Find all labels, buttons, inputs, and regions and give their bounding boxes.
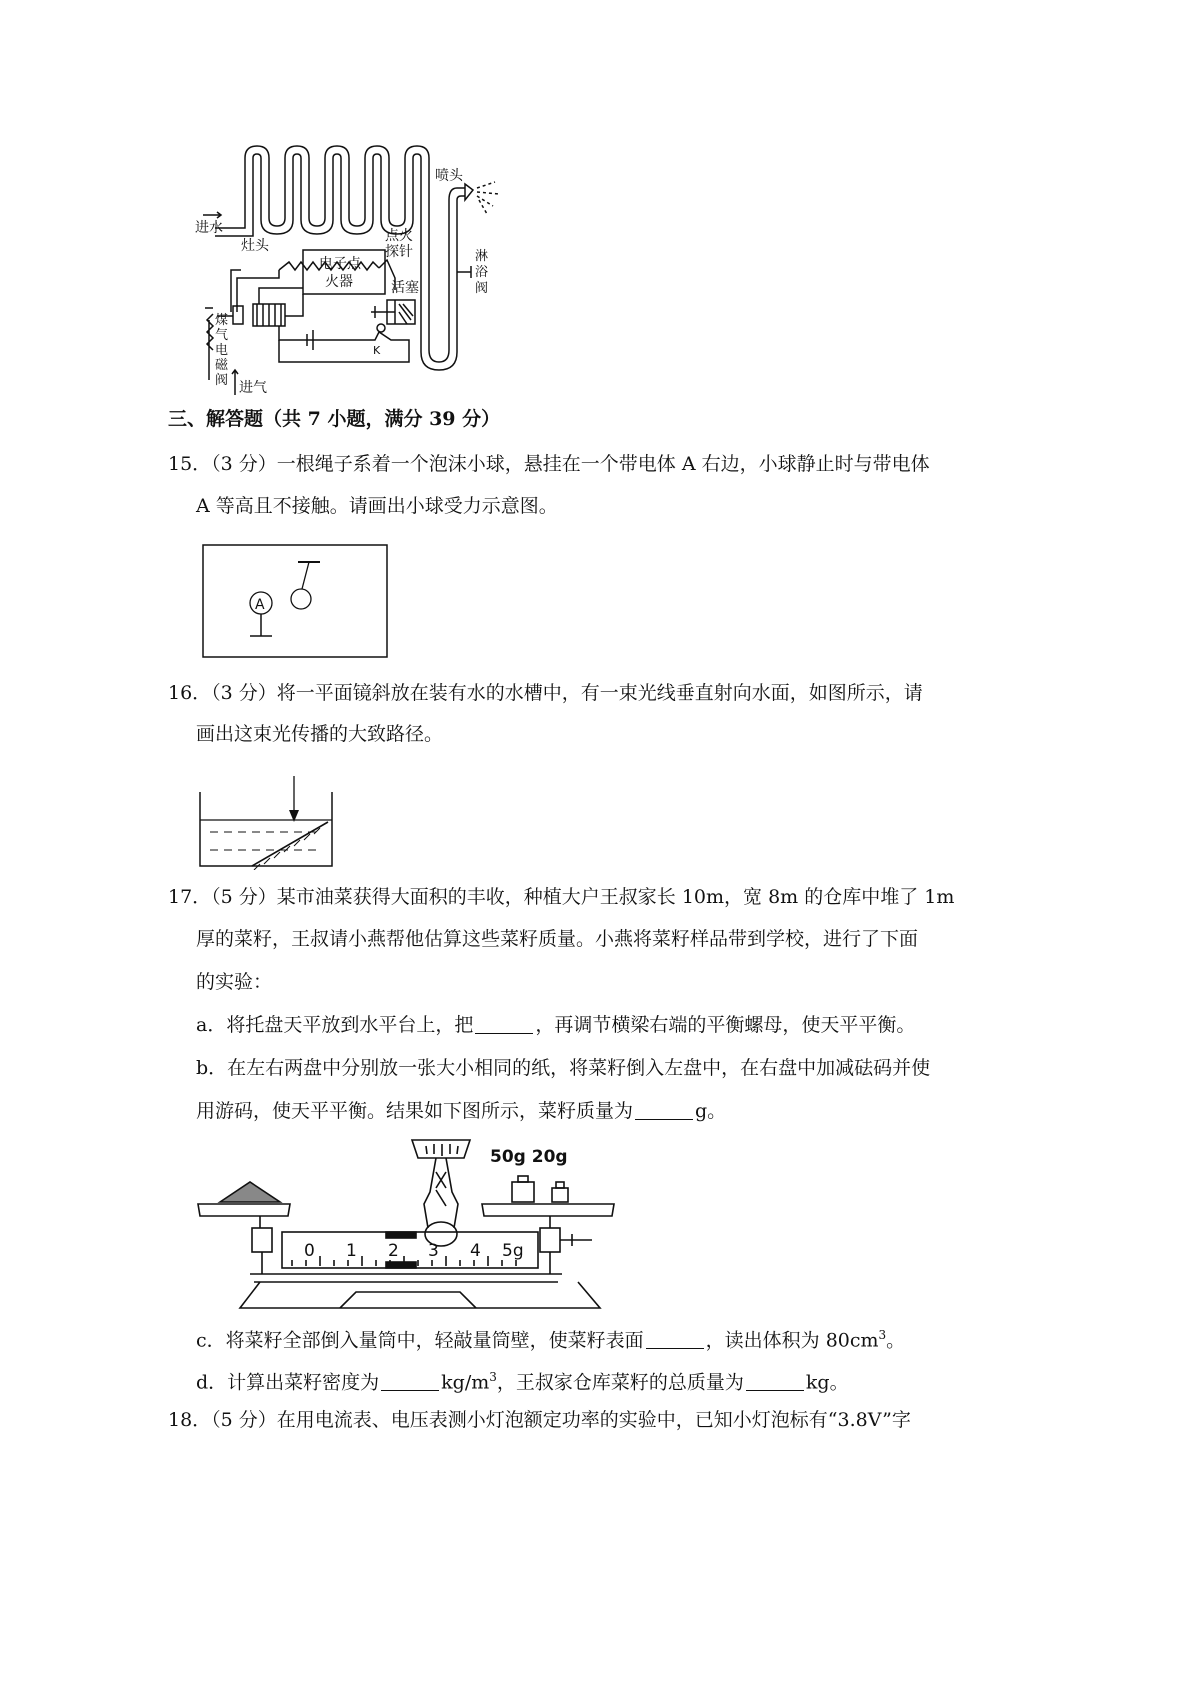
weight-50g [512,1182,534,1202]
label-gas-valve-2: 气 [215,328,229,343]
q17-line-3: 的实验： [196,971,273,993]
q17-step-d-unit: kg/m [441,1371,490,1394]
q15-figure-frame [203,545,387,657]
q17-step-a [196,1011,915,1039]
label-igniter-1: 电子点 [319,256,361,272]
q17-step-c [196,1321,905,1354]
label-gas-valve-3: 电 [215,343,229,358]
scale-tick-4: 4 [470,1241,481,1261]
water-heater-diagram [195,140,515,395]
q17-step-c-end: 。 [886,1329,906,1352]
heat-exchanger-pipe [215,146,449,362]
label-switch: K [373,344,381,357]
label-igniter-2: 火器 [325,274,353,290]
label-piston: 活塞 [391,280,419,296]
scale-tick-2: 2 [388,1241,399,1261]
foam-ball [291,589,311,609]
q17-step-d [196,1363,849,1396]
q17-step-d-mid: ，王叔家仓库菜籽的总质量为 [496,1371,744,1394]
q17-step-c-sup: 3 [878,1328,887,1342]
scale-tick-3: 3 [428,1241,439,1261]
q17-step-a-post: ，再调节横梁右端的平衡螺母，使天平平衡。 [535,1014,916,1036]
weight-20g [552,1188,568,1202]
plane-mirror [252,822,328,866]
q17-step-b-post: g。 [695,1100,727,1122]
q17-answer-blank-b[interactable] [635,1099,693,1120]
q17-answer-blank-c[interactable] [646,1328,704,1349]
label-shower-valve-1: 淋 [475,249,489,264]
label-ignition-probe-1: 点火 [385,228,413,244]
q17-answer-blank-d2[interactable] [746,1370,804,1391]
q16-line-2: 画出这束光传播的大致路径。 [196,723,444,745]
q17-step-b-line-2 [196,1097,726,1125]
q16-figure [196,770,340,870]
q15-figure [202,544,390,660]
rider [386,1232,416,1238]
scale-tick-0: 0 [304,1241,315,1261]
label-shower-valve-3: 阀 [475,281,489,296]
scale-tick-5: 5g [502,1241,524,1261]
right-pan [482,1204,614,1216]
q18-line-1: 18．（5 分）在用电流表、电压表测小灯泡额定功率的实验中，已知小灯泡标有“3.8V”字 [168,1409,911,1431]
section-title: 三、解答题（共 7 小题，满分 39 分） [168,408,501,430]
balance-base [240,1274,600,1308]
pointer-dial [412,1140,470,1158]
label-gas-valve-5: 阀 [215,373,229,388]
weights-label: 50g 20g [490,1147,568,1167]
q17-step-d-sup: 3 [489,1370,497,1384]
label-nozzle: 喷头 [435,168,463,184]
label-gas-valve-4: 磁 [215,358,229,373]
string [302,562,309,589]
q17-answer-blank-a[interactable] [475,1013,533,1034]
q15-line-2: A 等高且不接触。请画出小球受力示意图。 [196,495,558,517]
q16-line-1: 16．（3 分）将一平面镜斜放在装有水的水槽中，有一束光线垂直射向水面，如图所示，请 [168,682,923,704]
water-tank [200,792,332,866]
balance-figure [190,1132,620,1314]
q17-step-c-pre: c．将菜籽全部倒入量筒中，轻敲量筒壁，使菜籽表面 [196,1329,644,1352]
label-gas-valve-1: 煤 [215,313,229,328]
seed-pile [220,1182,280,1202]
q17-step-c-post: ，读出体积为 80cm [705,1329,879,1352]
label-water-in: 进水 [195,220,223,236]
q17-step-b-pre: 用游码，使天平平衡。结果如下图所示，菜籽质量为 [196,1100,634,1122]
q17-line-1: 17．（5 分）某市油菜获得大面积的丰收，种植大户王叔家长 10m，宽 8m 的仓库中堆了 1m [168,886,955,908]
label-shower-valve-2: 浴 [475,265,489,280]
label-ignition-probe-2: 探针 [385,244,413,260]
q17-step-d-end: kg。 [805,1371,849,1394]
q17-line-2: 厚的菜籽，王叔请小燕帮他估算这些菜籽质量。小燕将菜籽样品带到学校，进行了下面 [196,928,919,950]
q17-step-d-pre: d．计算出菜籽密度为 [196,1371,380,1394]
q15-line-1: 15．（3 分）一根绳子系着一个泡沫小球，悬挂在一个带电体 A 右边，小球静止时与带电体 [168,453,930,475]
left-pan [198,1204,290,1216]
scale-tick-1: 1 [346,1241,357,1261]
q17-step-a-pre: a．将托盘天平放到水平台上，把 [196,1014,474,1036]
q17-step-b-line-1: b．在左右两盘中分别放一张大小相同的纸，将菜籽倒入左盘中，在右盘中加减砝码并使 [196,1057,931,1079]
q17-answer-blank-d1[interactable] [381,1370,439,1391]
label-burner: 灶头 [241,238,269,254]
charged-body-label: A [255,597,265,613]
label-gas-in: 进气 [239,380,267,395]
